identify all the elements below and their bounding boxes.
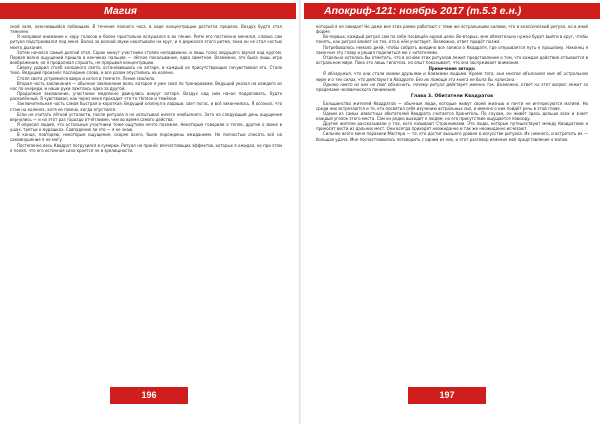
left-header-band (0, 3, 296, 19)
body-paragraph: Большинство жителей Квадратов — обычные люди, которые живут своей жизнью и почти не интересуются магией. Но среди них встречаются и те, кто посвятил себя изучению астральных сил, и именно о них пойдёт речь в этой главе. (316, 100, 588, 111)
body-paragraph: Если не считать лёгкой усталости, после ритуала я не испытывал ничего необычного. Зато на следующий день ощущения вернулись — и на этот раз гораздо отчётливее, чем во время самого действа. (10, 111, 282, 122)
body-paragraph: Отдельно хотелось бы отметить, что в основе этих ритуалов лежит представление о том, что каждое действие отзывается в астральном мире. Пока это лишь гипотеза, но опыт показывает, что она заслуживает внимания. (316, 54, 588, 66)
left-header-title: Магия (104, 5, 137, 17)
body-paragraph: который я не ожидал! Но даже вне этих рамок работают с теми же астральными силами, что и классический ритуал, но в иной форме. (316, 24, 588, 35)
right-page (300, 0, 600, 424)
body-paragraph: Одним из самых известных обитателей Квадрата считается Хранитель. По слухам, он живёт здесь дольше всех и знает каждый уголок этого места. Сам он редко выходит к людям, но его присутствие ощущается повсюду. (316, 110, 588, 121)
right-header-band (304, 3, 600, 19)
left-page-number: 196 (110, 387, 188, 404)
body-paragraph: ской зале, окончившейся побоищем. В течение полного часа, в ходе концентрации достигла предела. Воздух будто стал тяжелее. (10, 24, 282, 35)
body-paragraph: Во-первых, каждый ритуал сам по себе посвящён одной цели. Во-вторых, мне обязательно нужно будет выйти в круг, чтобы понять, как ритуал влияет на тех, кто в нём участвует. Возможно, ответ придёт позже. (316, 34, 588, 45)
right-page-number: 197 (408, 387, 486, 404)
body-paragraph: Я опросил людей, что остальные участники тоже ощутили нечто похожее. Некоторые говорили о тепле, другие о звоне в ушах, третьи о мурашках. Совпадение ли это — я не знаю. (10, 121, 282, 133)
body-paragraph: Столп света устремился вверх и исчез в темноте. Пение смолкло. (17, 75, 156, 81)
right-header-title: Апокриф-121: ноябрь 2017 (т.5.3 е.н.) (324, 5, 522, 17)
left-body-text (10, 24, 282, 153)
body-paragraph: Продолжая заклинание, участники медленно двинулись вокруг алтаря. Воздух над ним начал подрагивать, будто раскалённый. Я чувствовал, как через меня проходит что-то тёплое и тяжёлое. (10, 91, 282, 102)
chapter-title: Глава 3. Обитатели Квадратов (410, 93, 494, 99)
body-paragraph: В конце, повторяю, некоторые ощущения, скорее всего, были порождены ожиданием. Но полностью списать всё на самовнушение я не могу. (10, 132, 282, 143)
note-paragraph: Я обнаружил, что они стали моими друзьями и близкими людьми. Кроме того, они многое объяснили мне об астральном мире и о тех силах, что действуют в Квадрате. Без их помощи эта книга не была бы написана. (316, 71, 588, 82)
body-paragraph: Заключительная часть самая быстрая и короткая. Ведущий хлопнул в ладоши, свет погас, и всё закончилось. Я осознал, что стою на коленях, хотя не помню, когда опустился. (10, 101, 282, 112)
body-paragraph: Постепенно весь Квадрат погрузился в сумерки. Ритуал не принёс впечатляющих эффектов, которых я ожидал, но при этом я понял, что его истинная сила кроется не в зрелищности. (10, 142, 282, 153)
note-paragraph: Однако никто из них не смог объяснить, почему ритуал действует именно так. Возможно, ответ на этот вопрос лежит за пределами человеческого понимания. (316, 81, 588, 92)
body-paragraph: Потребовалось немало дней, чтобы собрать воедино все записи о Квадрате, где открывается путь к прошлому. Наконец я закончил эту главу и решил поделиться ею с читателями. (316, 44, 588, 55)
body-paragraph: Затем начался самый долгий этап. Сорок минут участники стояли неподвижно, и лишь голос ведущего звучал над кругом. Первая волна ощущений пришла в кончиках пальцев — лёгкое покалывание, едва заметное. Возможно, это была лишь игра воображения, но я продолжал слушать, не прерывая концентрации. (10, 49, 282, 66)
body-paragraph: Я направил внимание к хору голосов и более пристально вслушался в их пение. Ритм его постоянно менялся, словно сам ритуал подстраивался под меня. Волна за волной звуки накатывали на круг, и я держался этого ритма, пока он не стал частью моего дыхания. (10, 34, 282, 50)
body-paragraph: Вторая часть заклинания — обычное заклинание воли, которое я уже знал по тренировкам. Ведущий указал на каждого из нас по очереди, и наши руки зажглись одна за другой. (10, 80, 282, 91)
right-body-text (316, 24, 588, 142)
body-paragraph: Сверху ударил столб холодного света, остановившись на алтаре, и каждый из присутствующих почувствовал его. Стало тихо. Ведущий произнёс последние слова, и все разом опустились на колени. (10, 65, 282, 76)
note-heading: Примечание автора: (428, 66, 476, 72)
body-paragraph: Сильнее всего меня поразили Мастера — те, кто достиг высшего уровня в искусстве ритуала. Их немного, и встретить их — большая удача. Мне посчастливилось поговорить с одним из них, и этот разговор изменил моё представление о магии. (316, 131, 588, 142)
body-paragraph: Другие жители рассказывали о тех, кого называют Странниками. Это люди, которые путешествуют между Квадратами и приносят вести из дальних мест. Они всегда приходят неожиданно и так же неожиданно исчезают. (316, 121, 588, 132)
